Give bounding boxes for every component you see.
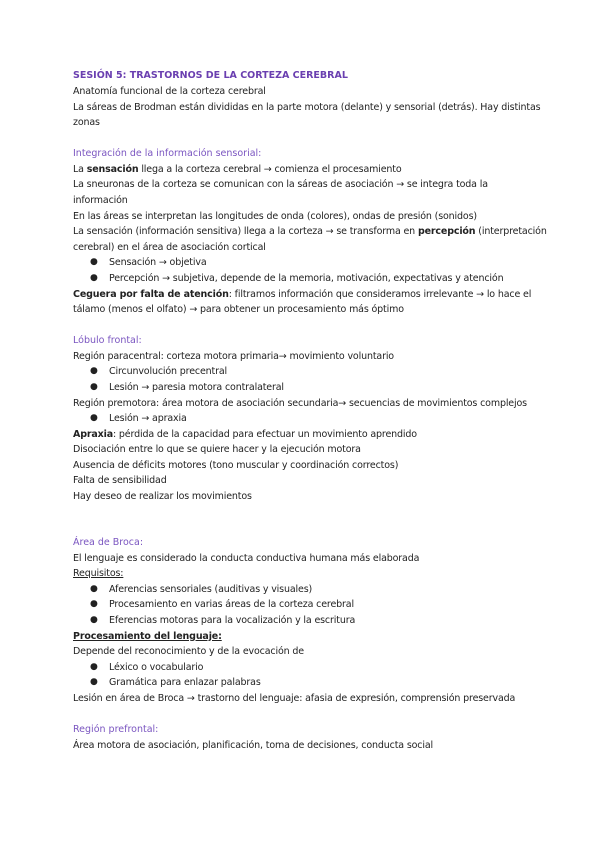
bullet-icon: ● — [90, 599, 98, 610]
paragraph-line: Área motora de asociación, planificación, toma de decisiones, conducta social — [73, 739, 433, 751]
bullet-icon: ● — [90, 272, 98, 283]
bullet-icon: ● — [90, 583, 98, 594]
list-item: ● Eferencias motoras para la vocalización y la escritura — [73, 613, 543, 629]
list-item: ● Percepción → subjetiva, depende de la memoria, motivación, expectativas y atención — [73, 271, 543, 287]
list-item: ● Lesión → paresia motora contralateral — [73, 380, 543, 396]
bullet-icon: ● — [90, 615, 98, 626]
subtitle: Anatomía funcional de la corteza cerebral — [73, 86, 266, 97]
section-heading-frontal: Lóbulo frontal: — [73, 334, 142, 346]
bullet-icon: ● — [90, 413, 98, 424]
paragraph-line: Ceguera por falta de atención: filtramos información que consideramos irrelevante → lo hace el — [73, 288, 532, 300]
paragraph-line: El lenguaje es considerado la conducta conductiva humana más elaborada — [73, 552, 420, 564]
list-item: ● Procesamiento en varias áreas de la corteza cerebral — [73, 597, 543, 613]
list-item: ● Sensación → objetiva — [73, 255, 543, 271]
section-heading-prefrontal: Región prefrontal: — [73, 723, 159, 735]
processing-label: Procesamiento del lenguaje: — [73, 630, 222, 642]
paragraph-line: Región premotora: área motora de asociación secundaria→ secuencias de movimientos complejos — [73, 397, 527, 409]
list-item: ● Gramática para enlazar palabras — [73, 675, 543, 691]
paragraph-line: La sensación llega a la corteza cerebral → comienza el procesamiento — [73, 163, 402, 175]
paragraph-line: La sneuronas de la corteza se comunican con la sáreas de asociación → se integra toda la — [73, 179, 488, 191]
paragraph-line: La sensación (información sensitiva) llega a la corteza → se transforma en percepción (interpretación — [73, 226, 547, 238]
paragraph-line: Ausencia de déficits motores (tono muscular y coordinación correctos) — [73, 459, 399, 471]
bullet-icon: ● — [90, 366, 98, 377]
paragraph-line: Apraxia: pérdida de la capacidad para efectuar un movimiento aprendido — [73, 428, 417, 440]
paragraph-line: Depende del reconocimiento y de la evocación de — [73, 646, 304, 658]
document-title: SESIÓN 5: TRASTORNOS DE LA CORTEZA CEREBRAL — [73, 70, 348, 81]
paragraph-line: Disociación entre lo que se quiere hacer y la ejecución motora — [73, 444, 361, 456]
paragraph-line: tálamo (menos el olfato) → para obtener un procesamiento más óptimo — [73, 304, 404, 316]
list-item: ● Aferencias sensoriales (auditivas y visuales) — [73, 582, 543, 598]
bullet-icon: ● — [90, 381, 98, 392]
section-heading-sensory: Integración de la información sensorial: — [73, 147, 262, 159]
paragraph-line: información — [73, 194, 128, 206]
paragraph-line: Falta de sensibilidad — [73, 475, 167, 487]
paragraph-line: Hay deseo de realizar los movimientos — [73, 491, 252, 503]
intro-paragraph: La sáreas de Brodman están divididas en la parte motora (delante) y sensorial (detrás). Hay distintas zonas — [73, 101, 541, 129]
document-page — [73, 68, 547, 753]
bullet-icon: ● — [90, 661, 98, 672]
paragraph-line: En las áreas se interpretan las longitudes de onda (colores), ondas de presión (sonidos) — [73, 210, 477, 222]
bullet-icon: ● — [90, 677, 98, 688]
bullet-icon: ● — [90, 257, 98, 268]
list-item: ● Circunvolución precentral — [73, 364, 543, 380]
section-heading-broca: Área de Broca: — [73, 536, 144, 548]
paragraph-line: Lesión en área de Broca → trastorno del lenguaje: afasia de expresión, comprensión preservada — [73, 693, 516, 704]
paragraph-line: cerebral) en el área de asociación cortical — [73, 241, 266, 253]
paragraph-line: Región paracentral: corteza motora primaria→ movimiento voluntario — [73, 350, 394, 362]
requisites-label: Requisitos: — [73, 568, 124, 580]
list-item: ● Léxico o vocabulario — [73, 660, 543, 676]
list-item: ● Lesión → apraxia — [73, 411, 543, 427]
